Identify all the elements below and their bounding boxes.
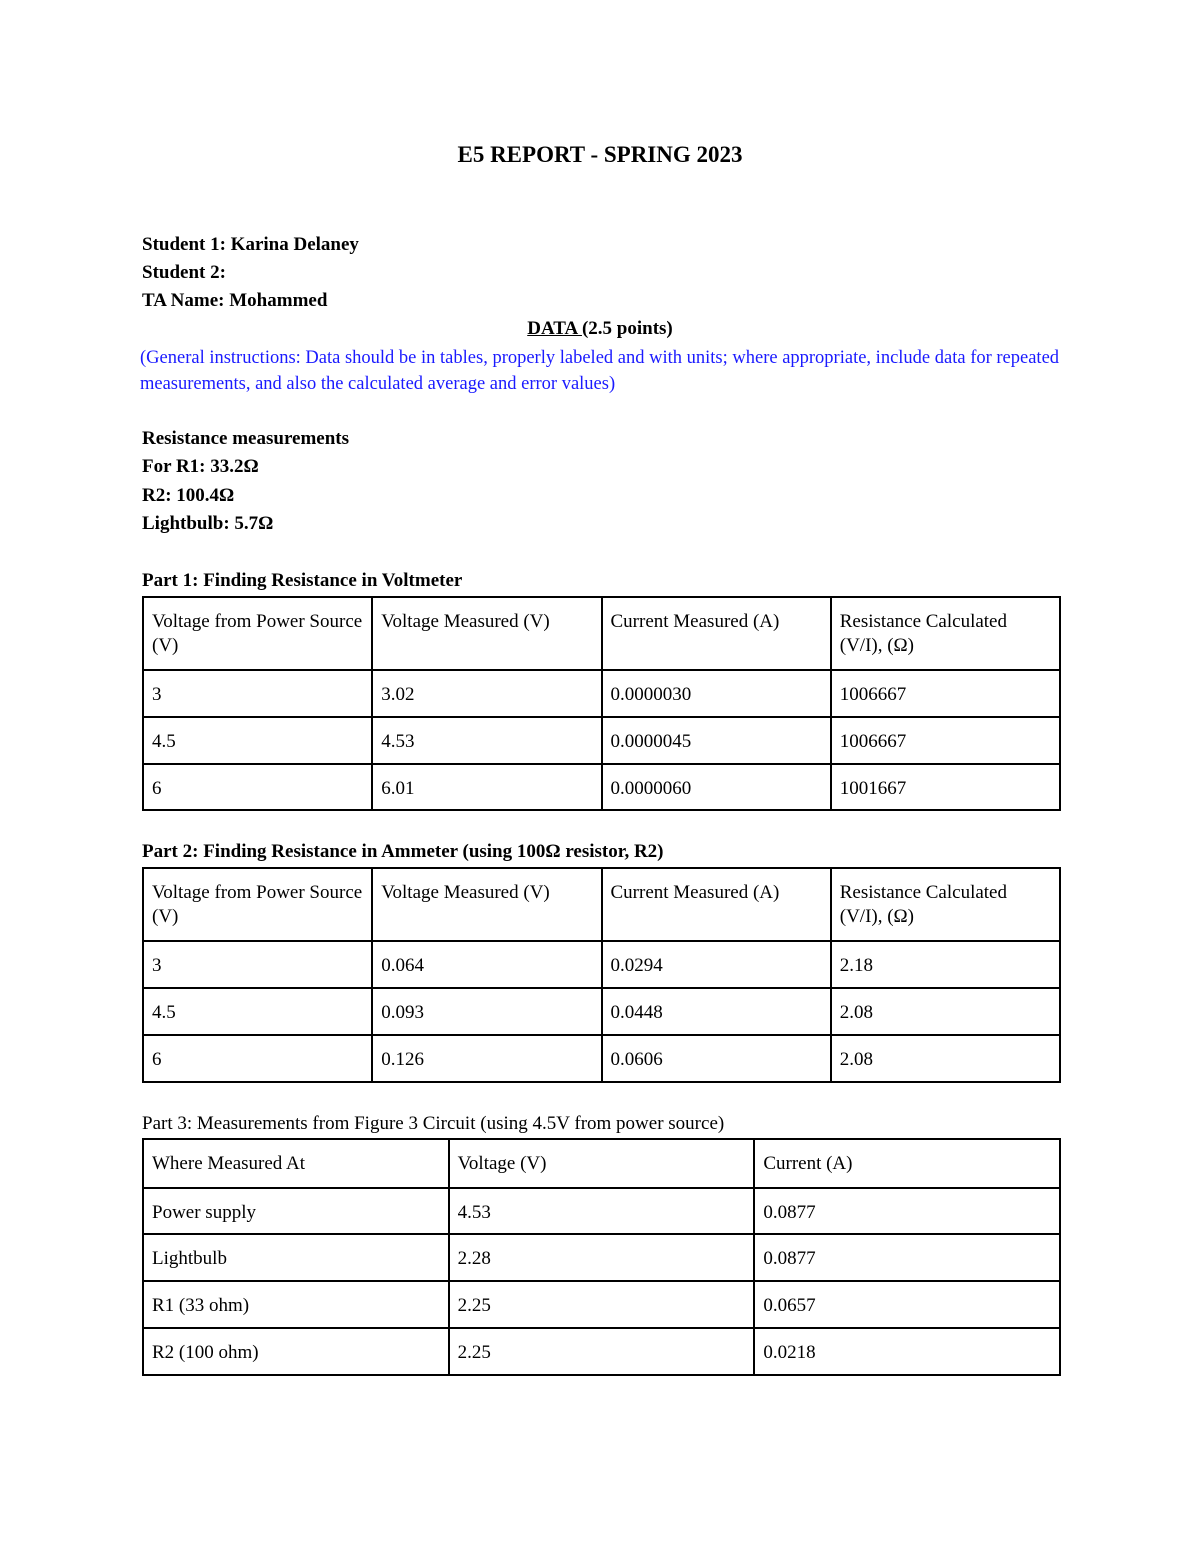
table-cell: Power supply xyxy=(143,1188,449,1234)
table-cell: 0.0000030 xyxy=(602,670,831,717)
part3-table xyxy=(142,1138,1061,1376)
data-heading-points: (2.5 points) xyxy=(581,318,673,339)
table-row xyxy=(143,764,1060,810)
report-title: E5 REPORT - SPRING 2023 xyxy=(457,142,743,167)
part1-table xyxy=(142,596,1061,811)
table-cell: 4.53 xyxy=(449,1188,755,1234)
table-cell: 0.126 xyxy=(372,1035,601,1082)
table-cell: 0.0877 xyxy=(754,1188,1060,1234)
part2-heading: Part 2: Finding Resistance in Ammeter (using 100Ω resistor, R2) xyxy=(142,841,664,862)
table-row xyxy=(143,717,1060,764)
data-heading xyxy=(0,318,1200,340)
table-cell: 3.02 xyxy=(372,670,601,717)
table-cell: 4.5 xyxy=(143,717,372,764)
table-cell: 1006667 xyxy=(831,717,1060,764)
table-header-row xyxy=(143,597,1060,670)
table-cell: 1006667 xyxy=(831,670,1060,717)
header-cell: Voltage (V) xyxy=(449,1139,755,1188)
table-cell: 0.093 xyxy=(372,988,601,1035)
header-cell: Resistance Calculated (V/I), (Ω) xyxy=(831,597,1060,670)
table-row xyxy=(143,1234,1060,1281)
table-row xyxy=(143,1281,1060,1328)
ta-name: TA Name: Mohammed xyxy=(142,290,328,311)
student-2: Student 2: xyxy=(142,262,226,283)
r2-value: R2: 100.4Ω xyxy=(142,485,235,506)
table-cell: 0.0294 xyxy=(602,941,831,988)
table-row xyxy=(143,941,1060,988)
table-row xyxy=(143,988,1060,1035)
lightbulb-value: Lightbulb: 5.7Ω xyxy=(142,513,274,534)
header-cell: Voltage Measured (V) xyxy=(372,868,601,941)
header-cell: Current Measured (A) xyxy=(602,597,831,670)
table-cell: 0.0000060 xyxy=(602,764,831,810)
table-cell: 2.08 xyxy=(831,988,1060,1035)
resistance-heading: Resistance measurements xyxy=(142,428,350,449)
table-cell: 0.0877 xyxy=(754,1234,1060,1281)
table-row xyxy=(143,1188,1060,1234)
header-cell: Current Measured (A) xyxy=(602,868,831,941)
table-cell: 0.0606 xyxy=(602,1035,831,1082)
table-cell: 4.5 xyxy=(143,988,372,1035)
table-cell: 0.0218 xyxy=(754,1328,1060,1375)
table-cell: 0.0657 xyxy=(754,1281,1060,1328)
header-cell: Voltage Measured (V) xyxy=(372,597,601,670)
header-cell: Current (A) xyxy=(754,1139,1060,1188)
header-cell: Voltage from Power Source (V) xyxy=(143,597,372,670)
table-cell: 2.25 xyxy=(449,1281,755,1328)
table-cell: 3 xyxy=(143,941,372,988)
table-cell: R2 (100 ohm) xyxy=(143,1328,449,1375)
table-row xyxy=(143,1035,1060,1082)
table-cell: Lightbulb xyxy=(143,1234,449,1281)
table-cell: 2.25 xyxy=(449,1328,755,1375)
table-cell: 6.01 xyxy=(372,764,601,810)
table-cell: 3 xyxy=(143,670,372,717)
table-row xyxy=(143,1328,1060,1375)
student-1: Student 1: Karina Delaney xyxy=(142,234,359,255)
part2-table xyxy=(142,867,1061,1083)
r1-value: For R1: 33.2Ω xyxy=(142,456,259,477)
table-cell: 6 xyxy=(143,1035,372,1082)
table-cell: 1001667 xyxy=(831,764,1060,810)
header-cell: Where Measured At xyxy=(143,1139,449,1188)
table-cell: 2.28 xyxy=(449,1234,755,1281)
table-cell: 2.18 xyxy=(831,941,1060,988)
table-cell: 6 xyxy=(143,764,372,810)
part1-heading: Part 1: Finding Resistance in Voltmeter xyxy=(142,570,463,591)
table-cell: R1 (33 ohm) xyxy=(143,1281,449,1328)
table-header-row xyxy=(143,868,1060,941)
general-instructions: (General instructions: Data should be in tables, properly labeled and with units; where appropriate, include data for repeated measurements, and also the calculated average and error values) xyxy=(140,348,1060,394)
table-header-row xyxy=(143,1139,1060,1188)
header-cell: Voltage from Power Source (V) xyxy=(143,868,372,941)
table-cell: 0.0000045 xyxy=(602,717,831,764)
table-cell: 2.08 xyxy=(831,1035,1060,1082)
data-heading-underlined: DATA xyxy=(527,318,582,339)
header-cell: Resistance Calculated (V/I), (Ω) xyxy=(831,868,1060,941)
table-cell: 0.0448 xyxy=(602,988,831,1035)
table-cell: 4.53 xyxy=(372,717,601,764)
table-cell: 0.064 xyxy=(372,941,601,988)
part3-heading: Part 3: Measurements from Figure 3 Circuit (using 4.5V from power source) xyxy=(142,1113,725,1134)
table-row xyxy=(143,670,1060,717)
